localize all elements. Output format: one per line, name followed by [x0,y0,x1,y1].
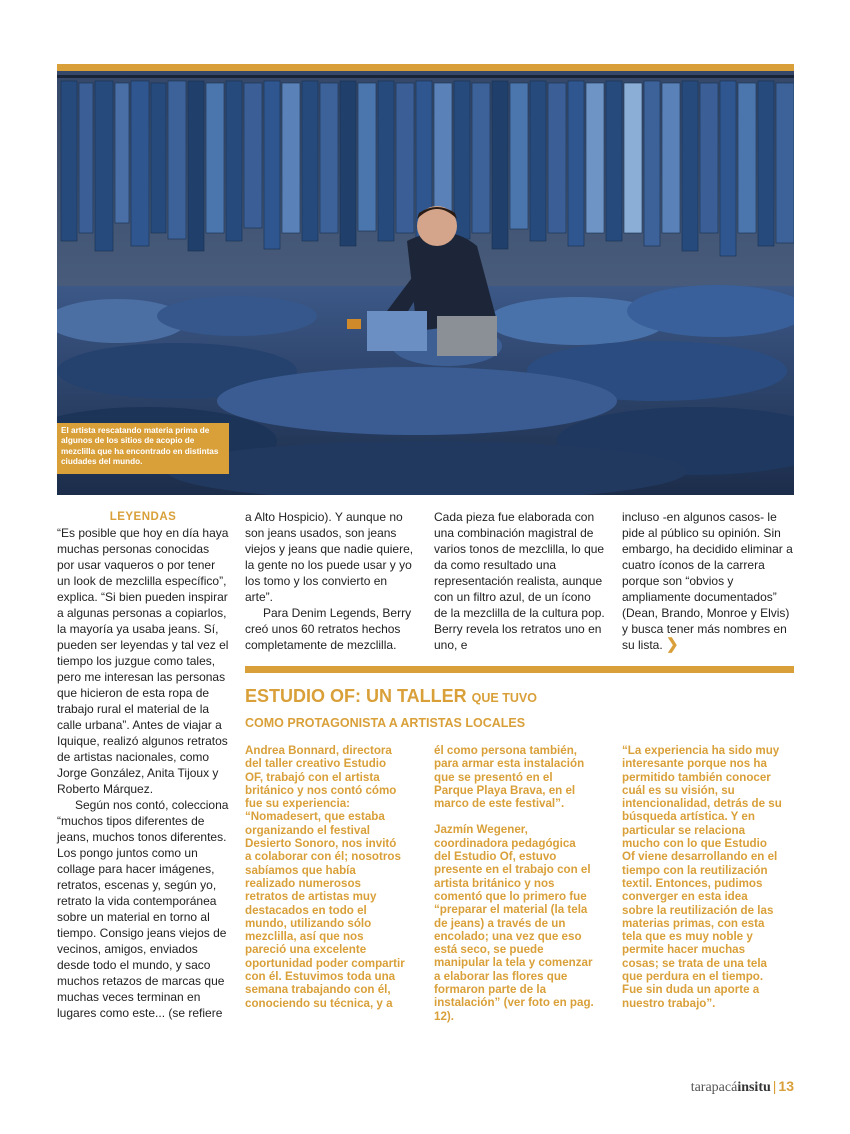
top-accent-bar [57,64,794,71]
paragraph: Para Denim Legends, Berry creó unos 60 retratos hechos completamente de mezclilla. [245,606,412,652]
paragraph [622,509,794,653]
paragraph: “Es posible que hoy en día haya muchas personas conocidas por usar vaqueros o por tener un look de mezclilla específico”, explica. “Si bien pueden inspirar a algunas personas a copiarlos, la mayoría ya usaba jeans. Sí, pueden ser leyendas y tal vez el tiempo los juzgue como tales, pero me interesan las personas que hicieron de esta ropa de trabajo rural el material de la calle urbana”. Antes de viajar a Iquique, realizó algunos retratos de artistas nacionales, como Jorge González, Anita Tijoux y Roberto Márquez. [57,526,229,796]
sidebar-accent-bar [245,666,794,673]
continue-arrow-icon: ❯ [666,636,679,653]
sidebar-title-tail: QUE TUVO [471,691,537,705]
article-column-4 [622,509,794,653]
article-column-1 [57,509,229,1021]
photo-caption: El artista rescatando materia prima de algunos de los sitios de acopio de mezclilla que ha encontrado en distintas ciudades del mundo. [57,423,229,474]
page-number: 13 [778,1078,794,1094]
page-footer [691,1078,794,1096]
sidebar-column-3 [622,744,782,1010]
footer-separator: | [772,1078,777,1094]
sidebar-subtitle: COMO PROTAGONISTA A ARTISTAS LOCALES [245,716,526,730]
paragraph: Cada pieza fue elaborada con una combinación magistral de varios tonos de mezclilla, lo que da como resultado una representación realista, aunque con un filtro azul, de un ícono de la mezclilla de la cultura pop. Berry revela los retratos uno en uno, e [434,510,605,652]
article-column-3 [434,509,606,653]
magazine-name-b: insitu [737,1080,771,1095]
paragraph: él como persona también, para armar esta instalación que se presentó en el Parque Playa Brava, en el marco de este festival”. [434,744,585,811]
paragraph: Según nos contó, colecciona “muchos tipos diferentes de jeans, muchos tonos diferentes. Los pongo juntos como un collage para hacer imágenes, retratos, escenas y, según yo, retrato la vida contemporánea sobre un material en torno al tiempo. Consigo jeans viejos de vecinos, amigos, enviados desde todo el mundo, y saco muchos retazos de marcas que muchas veces terminan en lugares como este... (se refiere [57,798,229,1020]
paragraph: Jazmín Wegener, coordinadora pedagógica del Estudio Of, estuvo presente en el trabajo con el artista británico y nos comentó que lo primero fue “preparar el material (la tela de jeans) a través de un encolado; una vez que eso está seco, se puede manipular la tela y comenzar a elaborar las flores que formaron parte de la instalación” (ver foto en pag. 12). [434,823,594,1023]
paragraph-text: incluso -en algunos casos- le pide al público su opinión. Sin embargo, ha decidido eliminar a cuatro íconos de la carrera porque son “obvios y ampliamente documentados” (Dean, Brando, Monroe y Elvis) y busca tener más nombres en su lista. [622,510,793,652]
magazine-name-a: tarapacá [690,1080,738,1095]
paragraph: “La experiencia ha sido muy interesante porque nos ha permitido también conocer cuál es su visión, su intencionalidad, detrás de su búsqueda artística. Y en particular se relaciona mucho con lo que Estudio Of viene desarrollando en el tiempo con la reutilización textil. Entonces, pudimos converger en esta idea sobre la reutilización de las materias primas, con esta tela que es muy noble y permite hacer muchas cosas; se trata de una tela que perdura en el tiempo. Fue sin duda un aporte a nuestro trabajo”. [622,744,782,1010]
sidebar-title [245,685,794,709]
sidebar-heading [245,685,794,731]
sidebar-column-1 [245,744,405,1010]
section-label: LEYENDAS [109,511,177,523]
magazine-name [691,1080,771,1095]
sidebar-title-main: ESTUDIO OF: UN TALLER [245,686,467,706]
article-column-2 [245,509,417,653]
paragraph: Andrea Bonnard, directora del taller creativo Estudio OF, trabajó con el artista británico y nos contó cómo fue su experiencia: “Nomadesert, que estaba organizando el festival Desierto Sonoro, nos invitó a colaborar con él; nosotros sabíamos que había realizado numerosos retratos de artistas muy destacados en todo el mundo, utilizando sólo mezclilla, así que nos pareció una excelente oportunidad poder compartir con él. Estuvimos toda una semana trabajando con él, conociendo su técnica, y a [245,744,405,1010]
paragraph: a Alto Hospicio). Y aunque no son jeans usados, son jeans viejos y jeans que nadie quiere, la gente no los puede usar y yo los tomo y los convierto en arte”. [245,510,414,604]
sidebar-column-2 [434,744,594,1023]
